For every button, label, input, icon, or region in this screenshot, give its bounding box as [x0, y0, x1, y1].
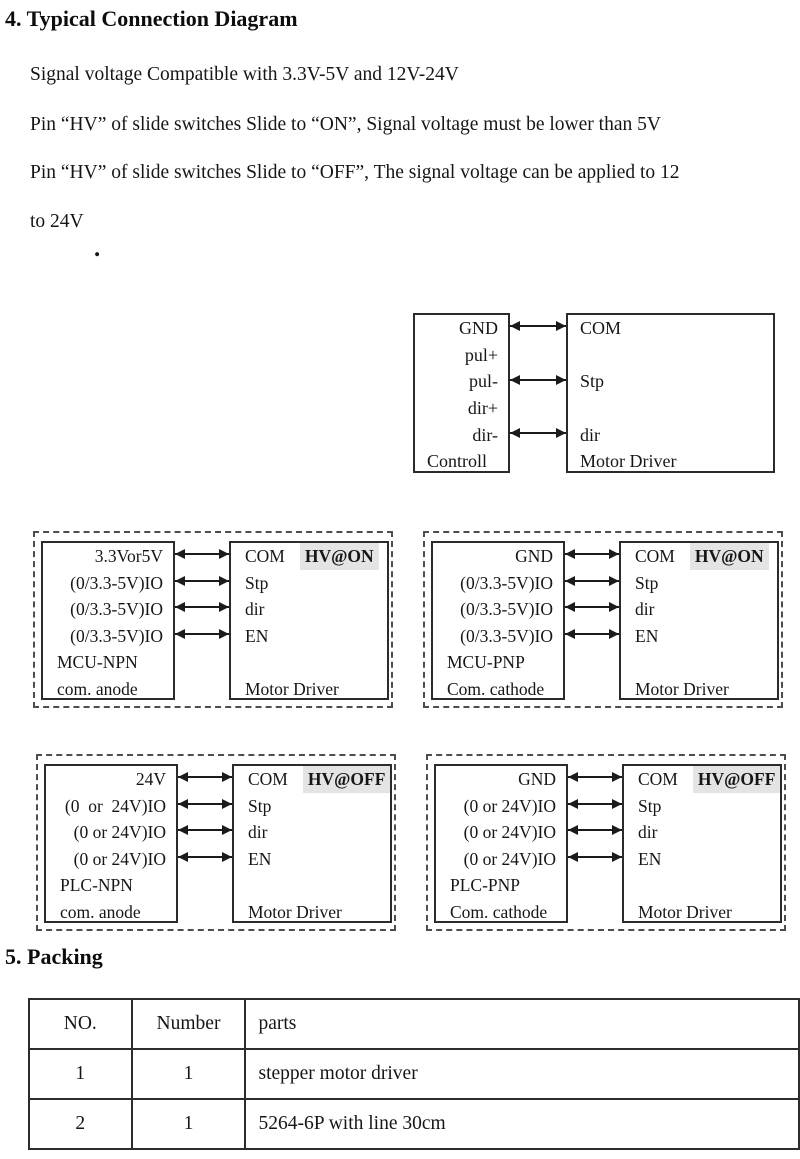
pin-label: dir	[638, 822, 658, 842]
pin-label: Motor Driver	[635, 678, 729, 699]
double-arrow-icon	[565, 553, 619, 555]
pin-label: com. anode	[60, 901, 141, 922]
pin-label: Com. cathode	[447, 678, 545, 699]
table-cell: 5264-6P with line 30cm	[245, 1099, 799, 1149]
pin-label: Motor Driver	[638, 901, 732, 922]
mcu-npn-box	[41, 541, 175, 700]
diagram-cell-plc-npn	[36, 754, 396, 931]
pin-label: EN	[248, 848, 272, 869]
pin-label: (0 or 24V)IO	[64, 795, 166, 816]
pin-label: PLC-NPN	[60, 875, 133, 895]
pin-label: EN	[245, 625, 269, 646]
diagram-cell-plc-pnp	[426, 754, 786, 931]
note-line: Pin “HV” of slide switches Slide to “OFF”, The signal voltage can be applied to 12	[30, 162, 680, 183]
pin-label: (0 or 24V)IO	[73, 822, 166, 842]
motor-driver-box	[622, 764, 782, 923]
pin-label: dir	[580, 424, 600, 445]
pin-label: COM HV@OFF	[624, 766, 780, 793]
section-5-heading: 5. Packing	[5, 944, 103, 969]
pin-label: Stp	[580, 371, 605, 392]
pin-label: Com. cathode	[450, 901, 548, 922]
double-arrow-icon	[175, 553, 229, 555]
table-header-cell: parts	[245, 999, 799, 1049]
pin-label: 24V	[135, 769, 166, 789]
pin-label: (0 or 24V)IO	[463, 848, 556, 869]
pin-label: (0 or 24V)IO	[463, 795, 556, 816]
note-line: Signal voltage Compatible with 3.3V-5V and 12V-24V	[30, 64, 459, 85]
pin-label: Stp	[248, 795, 272, 816]
pin-label: dir+	[467, 398, 498, 418]
double-arrow-icon	[175, 606, 229, 608]
double-arrow-icon	[178, 829, 232, 831]
pin-label: GND	[515, 546, 553, 566]
hv-badge: HV@OFF	[693, 766, 781, 793]
pin-label: Stp	[245, 572, 269, 593]
pin-label: EN	[638, 848, 662, 869]
pin-label: Motor Driver	[245, 678, 339, 699]
motor-driver-box	[619, 541, 779, 700]
pin-label: Stp	[635, 572, 659, 593]
pin-label: Motor Driver	[248, 901, 342, 922]
hv-badge: HV@ON	[690, 543, 769, 570]
pin-label: GND	[459, 318, 498, 338]
motor-driver-box	[232, 764, 392, 923]
pin-label: PLC-PNP	[450, 875, 521, 895]
section-4-heading: 4. Typical Connection Diagram	[5, 6, 298, 31]
diagram-cell-mcu-npn	[33, 531, 393, 708]
pin-label: (0/3.3-5V)IO	[70, 625, 163, 646]
double-arrow-icon	[568, 803, 622, 805]
table-row	[29, 1099, 799, 1149]
pin-label: pul+	[464, 344, 498, 365]
double-arrow-icon	[565, 606, 619, 608]
double-arrow-icon	[568, 776, 622, 778]
table-cell: 1	[29, 1049, 132, 1099]
note-line: Pin “HV” of slide switches Slide to “ON”, Signal voltage must be lower than 5V	[30, 114, 661, 135]
double-arrow-icon	[175, 633, 229, 635]
pin-label: (0/3.3-5V)IO	[460, 572, 553, 593]
table-header-cell: Number	[132, 999, 246, 1049]
pin-label: MCU-NPN	[57, 652, 138, 672]
table-cell: 1	[132, 1099, 246, 1149]
motor-driver-box	[229, 541, 389, 700]
pin-label: COM	[580, 318, 622, 338]
pin-label: Stp	[638, 795, 662, 816]
pin-label: EN	[635, 625, 659, 646]
pin-label: (0/3.3-5V)IO	[460, 599, 553, 619]
pin-label: COM HV@ON	[621, 543, 777, 570]
pin-label: (0/3.3-5V)IO	[70, 572, 163, 593]
stray-period: .	[94, 235, 101, 262]
pin-label: Controll	[427, 451, 488, 472]
pin-label: (0 or 24V)IO	[463, 822, 556, 842]
pin-label: pul-	[469, 371, 498, 392]
table-header-row	[29, 999, 799, 1049]
double-arrow-icon	[175, 580, 229, 582]
table-cell: 2	[29, 1099, 132, 1149]
hv-badge: HV@ON	[300, 543, 379, 570]
pin-label: 3.3Vor5V	[94, 546, 163, 566]
table-row	[29, 1049, 799, 1099]
pin-label: COM HV@OFF	[234, 766, 390, 793]
double-arrow-icon	[568, 829, 622, 831]
pin-label: COM HV@ON	[231, 543, 387, 570]
note-line: to 24V	[30, 211, 84, 232]
table-header-cell: NO.	[29, 999, 132, 1049]
pin-label: com. anode	[57, 678, 138, 699]
pin-label: Motor Driver	[580, 451, 677, 472]
double-arrow-icon	[178, 803, 232, 805]
plc-pnp-box	[434, 764, 568, 923]
packing-table	[28, 998, 800, 1150]
pin-label: dir	[248, 822, 268, 842]
pin-label: (0 or 24V)IO	[73, 848, 166, 869]
pin-label: dir	[245, 599, 265, 619]
pin-label: dir	[635, 599, 655, 619]
hv-badge: HV@OFF	[303, 766, 391, 793]
pin-label: (0/3.3-5V)IO	[460, 625, 553, 646]
double-arrow-icon	[178, 856, 232, 858]
pin-label: (0/3.3-5V)IO	[70, 599, 163, 619]
double-arrow-icon	[178, 776, 232, 778]
table-cell: 1	[132, 1049, 246, 1099]
double-arrow-icon	[565, 580, 619, 582]
double-arrow-icon	[565, 633, 619, 635]
pin-label: MCU-PNP	[447, 652, 525, 672]
plc-npn-box	[44, 764, 178, 923]
diagram-cell-mcu-pnp	[423, 531, 783, 708]
mcu-pnp-box	[431, 541, 565, 700]
double-arrow-icon	[568, 856, 622, 858]
table-cell: stepper motor driver	[245, 1049, 799, 1099]
pin-label: GND	[518, 769, 556, 789]
pin-label: dir-	[472, 424, 498, 445]
